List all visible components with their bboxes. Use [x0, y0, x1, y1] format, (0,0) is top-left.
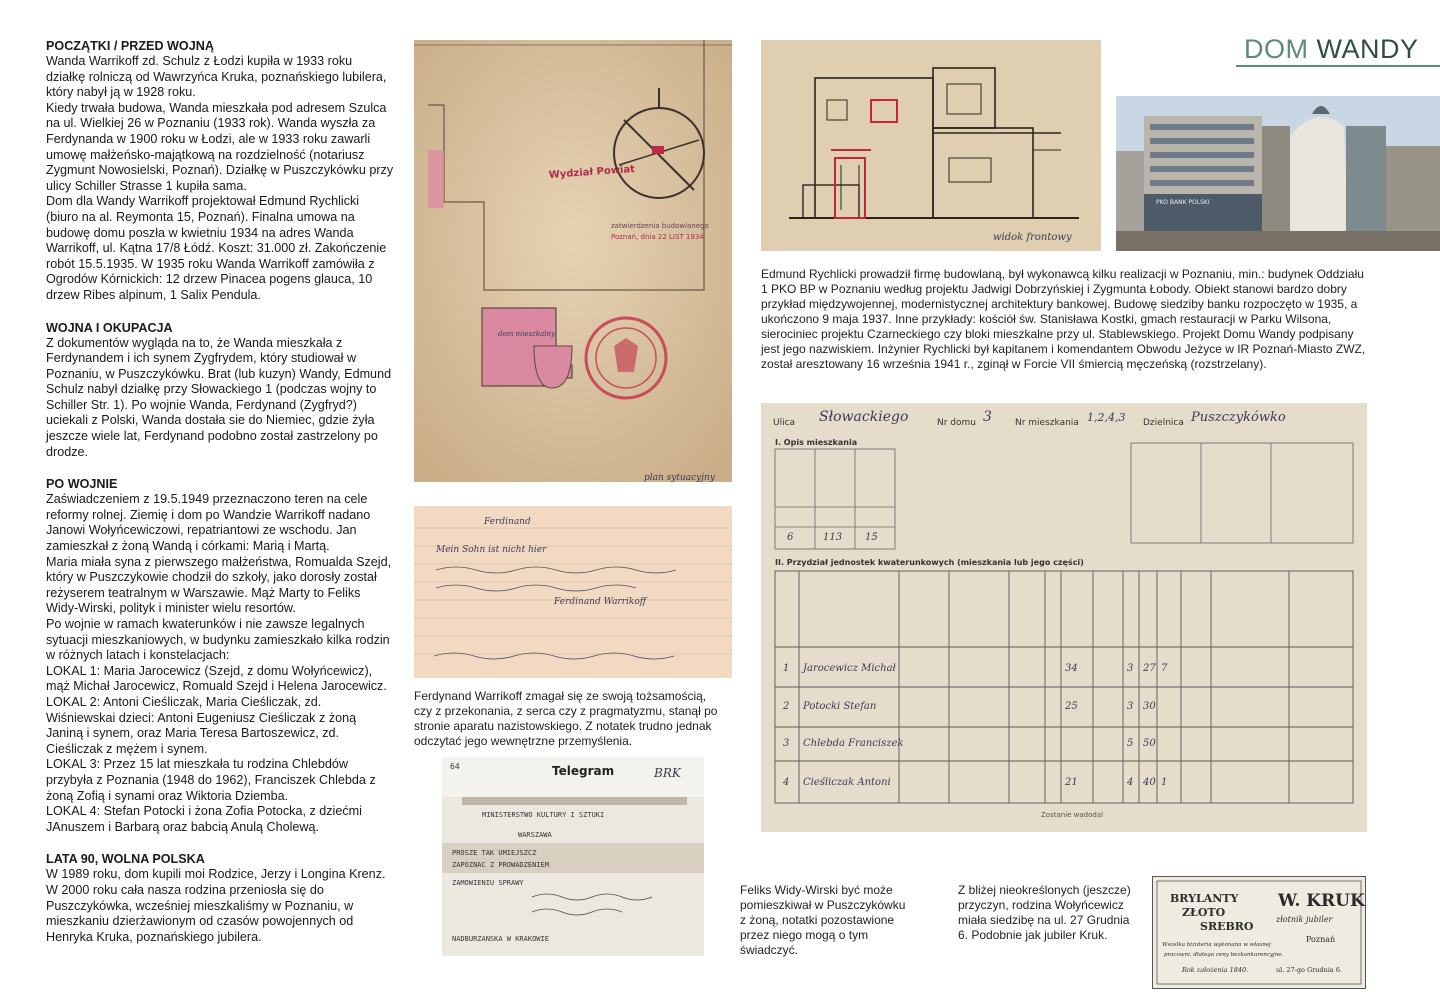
telegram-title: Telegram: [552, 764, 615, 778]
house-no-label: Nr domu: [937, 418, 976, 428]
note-graphic: [414, 506, 732, 678]
ad-brand: W. KRUK: [1278, 891, 1365, 911]
flat-value: 1,2,4,3: [1087, 411, 1126, 424]
ad-city: Poznań: [1306, 935, 1336, 944]
facade-drawing-image: [761, 40, 1101, 251]
note-line: Mein Sohn ist nicht hier: [436, 545, 547, 555]
paragraph: LOKAL 2: Antoni Cieśliczak, Maria Cieśliczak, zd. Wiśniewskai dzieci: Antoni Eugeniusz Cieśliczak z żoną Janiną i synem, oraz Maria Teresa Bartoszewicz, zd. Cieśliczak z mężem i synem.: [46, 694, 357, 756]
row-area: 30: [1143, 701, 1156, 712]
handwritten-note-image: [414, 506, 732, 678]
district-label: Dzielnica: [1143, 418, 1184, 428]
facade-label: widok frontowy: [993, 232, 1072, 243]
row-name: Potocki Stefan: [803, 701, 877, 712]
section-two-label: II. Przydział jednostek kwaterunkowych (mieszkania lub jego części): [775, 558, 1084, 567]
section-one-label: I. Opis mieszkania: [775, 438, 858, 447]
section-before-war: [46, 38, 394, 304]
row-area: 40: [1143, 777, 1156, 788]
section-heading: PO WOJNIE: [46, 477, 118, 492]
history-column: [46, 38, 394, 961]
paragraph: Maria miała syna z pierwszego małżeństwa, Romualda Szejd, który w Puszczykowie chodził do szkoły, jako dorosły został reżyserem teatralnym w Warszawie. Mąż Marty to Feliks Widy-Wirski, polityk i minister wielu resortów.: [46, 554, 392, 616]
row-extra: 7: [1161, 663, 1168, 674]
ad-graphic: [1152, 876, 1366, 989]
row-rooms: 5: [1127, 738, 1134, 749]
people-value: 15: [865, 532, 878, 543]
section-after-war: [46, 476, 394, 835]
paragraph: Kiedy trwała budowa, Wanda mieszkała pod adresem Szulca na ul. Wielkiej 26 w Poznaniu (1933 rok). Wanda wyszła za Ferdynanda w 1900 roku w Łodzi, ale w 1933 roku zawarli umowę małżeńsko-majątkową na rozdzielność (notariusz Zygmunt Nowosielski, Poznań). Działkę w Puszczykówku przy ulicy Schiller Strasse 1 kupiła sama.: [46, 100, 394, 193]
paragraph: LOKAL 4: Stefan Potocki i żona Zofia Potocka, z dziećmi JAnuszem i Barbarą oraz babcią Anulą Cholewą.: [46, 804, 362, 834]
ferdynand-caption: Ferdynand Warrikoff zmagał się ze swoją tożsamością, czy z przekonania, z serca czy z pragmatyzmu, stanął po stronie aparatu nazistowskiego. Z notatek trudno jednak odczytać jego wewnętrzne przemyślenia.: [414, 689, 718, 748]
paragraph: Zaświadczeniem z 19.5.1949 przeznaczono teren na cele reformy rolnej. Ziemię i dom po Wandzie Warrikoff nadano Janowi Wołyńcewiczowi, repatriantowi ze wschodu. Jan zamieszkał z żoną Wandą i córkami: Marią i Martą.: [46, 492, 371, 554]
paragraph: Po wojnie w ramach kwaterunków i nie zawsze legalnych sytuacji mieszkaniowych, w budynku zamieszkało kilka rodzin w różnych latach i konstelacjach:: [46, 617, 390, 663]
room-label: dom mieszkalny: [498, 330, 555, 338]
row-number: 1: [783, 663, 790, 674]
house-no-value: 3: [983, 409, 992, 425]
row-rooms: 3: [1127, 701, 1134, 712]
section-90s: [46, 851, 394, 945]
ad-founded: Rok założenia 1840.: [1182, 966, 1249, 974]
approval-stamp: zatwierdzenia budowlanego: [611, 222, 709, 230]
ad-address: ul. 27-go Grudnia 6.: [1276, 966, 1343, 974]
row-count: 34: [1065, 663, 1078, 674]
paragraph: Wanda Warrikoff zd. Schulz z Łodzi kupiła w 1933 roku działkę rolniczą od Wawrzyńca Kruka, poznańskiego lubilera, który nabył ją w 1928 roku.: [46, 54, 387, 100]
bank-building-photo: [1116, 96, 1440, 251]
approval-date: Poznań, dnia 22 LIST 1934: [611, 233, 704, 241]
section-heading: POCZĄTKI / PRZED WOJNĄ: [46, 39, 214, 53]
note-title: Ferdinand: [484, 517, 531, 527]
facade-drawing: [761, 40, 1101, 251]
ad-silver: SREBRO: [1200, 920, 1254, 933]
register-graphic: [761, 403, 1367, 832]
row-number: 3: [783, 738, 790, 749]
title-word-wandy: WANDY: [1316, 34, 1419, 64]
street-value: Słowackiego: [819, 409, 909, 425]
rooms-value: 6: [787, 532, 794, 543]
rychlicki-caption: Edmund Rychlicki prowadził firmę budowlaną, był wykonawcą kilku realizacji w Poznaniu, min.: budynek Oddziału 1 PKO BP w Poznaniu według projektu Jadwigi Dobrzyńskiej i Zygmunta Łobody. Obiekt stanowi bardzo dobry przykład międzywojennej, modernistycznej architektury bankowej. Budowę siedziby banku rozpoczęto w 1935, a ukończono 9 maja 1937. Inne przykłady: kościół św. Stanisława Kostki, gmach restauracji w Parku Wilsona, sierociniec projektu Czarneckiego czy bloki mieszkalne przy ul. Stablewskiego. Projekt Domu Wandy podpisany jest jego nazwiskiem. Inżynier Rychlicki był kapitanem i komendantem Obwodu Jeżyce w IR Poznań-Miasto ZWZ, został aresztowany 16 września 1941 r., zginął w Forcie VII śmiercią męczeńską (rozstrzelany).: [761, 267, 1366, 371]
paragraph: W 1989 roku, dom kupili moi Rodzice, Jerzy i Longina Krenz. W 2000 roku cała nasza rodzina przeniosła się do Puszczykówka, wcześniej mieszkaliśmy w Poznaniu, w mieszkaniu dzierżawionym od czasów powojennych od Henryka Kruka, poznańskiego jubilera.: [46, 867, 386, 944]
plan-caption: plan sytuacyjny: [644, 473, 715, 482]
area-value: 113: [823, 532, 843, 543]
ad-note: pracowni, dlatego ceny bezkonkurencyjne.: [1164, 952, 1284, 958]
section-heading: WOJNA I OKUPACJA: [46, 320, 173, 335]
row-area: 50: [1143, 738, 1156, 749]
telegram-number: 64: [450, 762, 460, 771]
title-word-dom: DOM: [1244, 34, 1309, 64]
feliks-caption: Feliks Widy-Wirski być może pomieszkiwał w Puszczykówku z żoną, notatki pozostawione przez niego mogą o tym świadczyć.: [740, 883, 906, 957]
title-underline: [1236, 65, 1440, 67]
housing-register-image: [761, 403, 1367, 832]
row-number: 4: [783, 777, 790, 788]
telegram-image: [442, 757, 704, 956]
paragraph: LOKAL 3: Przez 15 lat mieszkała tu rodzina Chlebdów przybyła z Poznania (1948 do 1962), Franciszek Chlebda z żoną Zofią i synami oraz Wiktoria Dziemba.: [46, 757, 376, 803]
flat-label: Nr mieszkania: [1015, 418, 1079, 428]
telegram-line: MINISTERSTWO KULTURY I SZTUKI: [482, 811, 605, 819]
row-count: 21: [1065, 777, 1078, 788]
site-plan-image: [414, 40, 732, 482]
row-rooms: 3: [1127, 663, 1134, 674]
telegram-line: WARSZAWA: [518, 831, 552, 839]
ad-gold: ZŁOTO: [1182, 906, 1226, 919]
office-stamp: Wydział Powiat: [548, 163, 636, 181]
ad-note: Wszelka bizuteria wykonana w własnej: [1162, 942, 1271, 948]
row-number: 2: [783, 701, 790, 712]
wolyncewicz-caption: Z bliżej nieokreślonych (jeszcze) przyczyn, rodzina Wołyńcewicz miała siedzibę na ul. 27 Grudnia 6. Podobnie jak jubiler Kruk.: [958, 883, 1131, 942]
telegram-line: NADBURZANSKA W KRAKOWIE: [452, 935, 549, 943]
telegram-line: PROSZE TAK UMIEJSZCZ: [452, 849, 537, 857]
paragraph: Z dokumentów wygląda na to, że Wanda mieszkała z Ferdynandem i ich synem Zygfrydem, który studiował w Poznaniu, w Puszczykówku. Brat (lub kuzyn) Wandy, Edmund Schulz nabył działkę przy Słowackiego 1 (podczas wojny to Schiller Str. 1). Po wojnie Wanda, Ferdynand (Zygfryd?) uciekali z Polski, Wanda dostała sie do Niemiec, gdzie żyła jeszcze wiele lat, Ferdynand podobno został zastrzelony po drodze.: [46, 335, 392, 459]
paragraph: LOKAL 1: Maria Jarocewicz (Szejd, z domu Wołyńcewicz), mąż Michał Jarocewicz, Romuald Szejd i Helena Jarocewicz.: [46, 663, 387, 694]
row-count: 25: [1065, 701, 1078, 712]
row-name: Jarocewicz Michał: [803, 663, 896, 674]
ad-diamonds: BRYLANTY: [1170, 892, 1239, 905]
section-heading: LATA 90, WOLNA POLSKA: [46, 852, 205, 867]
note-signature: Ferdinand Warrikoff: [554, 597, 647, 607]
row-area: 27: [1143, 663, 1156, 674]
register-footer: Zostanie wadodal: [1041, 811, 1104, 819]
row-name: Cieśliczak Antoni: [803, 777, 891, 788]
kruk-advertisement: [1152, 876, 1366, 997]
row-extra: 1: [1161, 777, 1168, 788]
telegram-graphic: [442, 757, 704, 956]
telegram-code: BRK: [654, 766, 681, 780]
page-title: [1244, 34, 1419, 65]
telegram-line: ZAMOWIENIU SPRAWY: [452, 879, 524, 887]
district-value: Puszczykówko: [1191, 410, 1286, 425]
telegram-line: ZAPOZNAC Z PROWADZENIEM: [452, 861, 549, 869]
row-rooms: 4: [1127, 777, 1134, 788]
site-plan-drawing: [414, 40, 732, 482]
bank-sign: PKO BANK POLSKI: [1156, 199, 1210, 206]
paragraph: Dom dla Wandy Warrikoff projektował Edmund Rychlicki (biuro na al. Reymonta 15, Poznań). Finalna umowa na budowę domu poszła w kwietniu 1934 na adres Wanda Warrikoff, ul. Kątna 17/8 Łódź. Koszt: 31.000 zł. Zakończenie robót 15.5.1935. W 1935 roku Wanda Warrikoff zamówiła z Ogrodów Kórnickich: 12 drzew Pinacea pogens glauca, 10 drzew Ribes alpinum, 1 Salix Pendula.: [46, 194, 387, 302]
row-name: Chlebda Franciszek: [803, 738, 904, 749]
section-war: [46, 320, 394, 461]
street-label: Ulica: [773, 418, 796, 428]
ad-subtitle: złotnik jubiler: [1276, 915, 1333, 924]
bank-photo-graphic: [1116, 96, 1440, 251]
